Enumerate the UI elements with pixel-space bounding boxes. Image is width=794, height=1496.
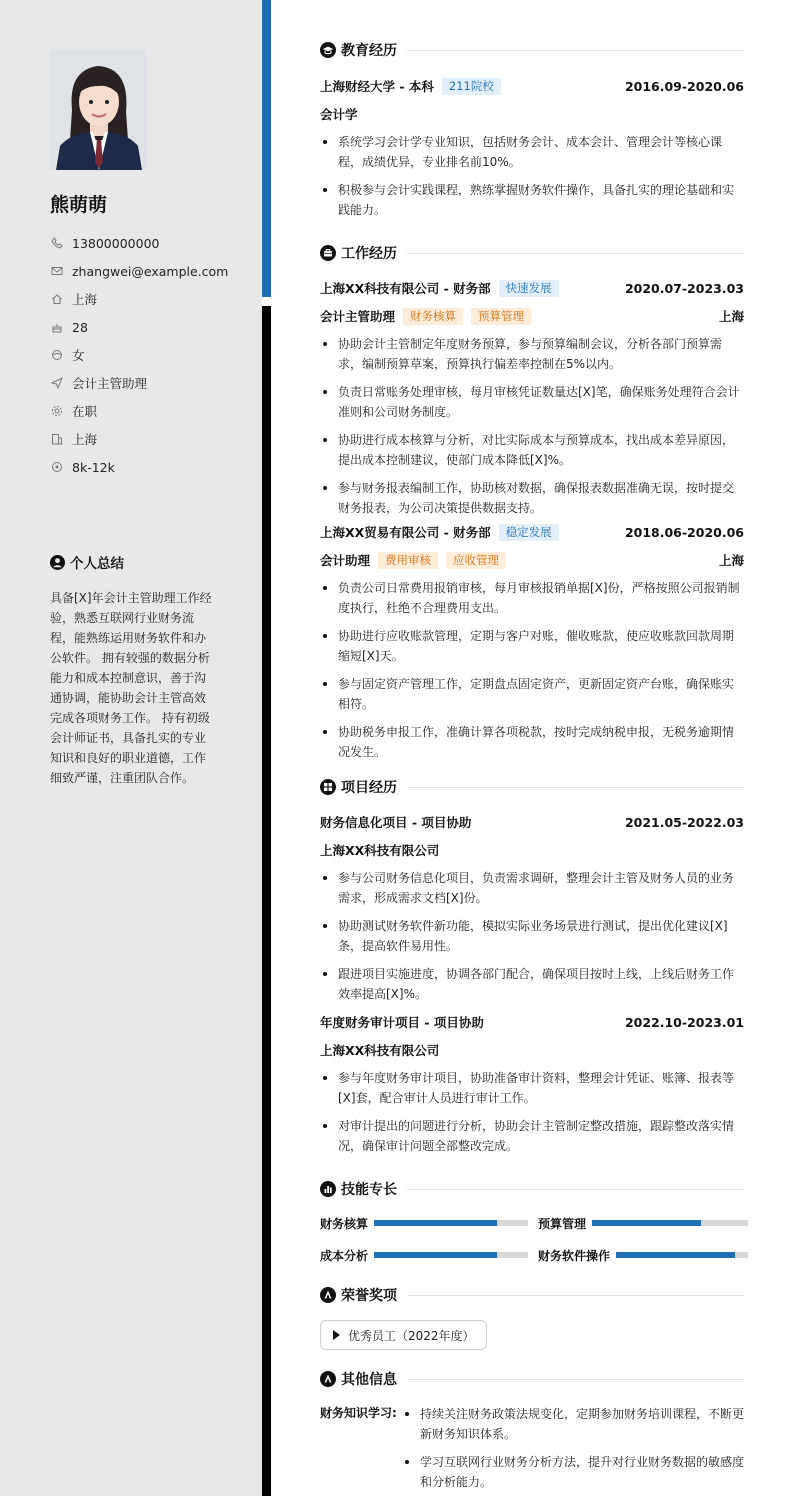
work-title: 工作经历 <box>341 246 397 262</box>
location-text: 上海 <box>72 292 98 307</box>
list-item: 系统学习会计学专业知识，包括财务会计、成本会计、管理会计等核心课程，成绩优异，专业排名前10%。 <box>320 132 744 172</box>
job-company: 上海XX科技有限公司 - 财务部 <box>320 281 491 296</box>
skill-item <box>320 1215 528 1231</box>
candidate-name: 熊萌萌 <box>50 194 108 216</box>
info-gender <box>50 341 250 369</box>
list-item: 协助进行应收账款管理，定期与客户对账，催收账款，使应收账款回款周期缩短[X]天。 <box>320 626 744 666</box>
info-position <box>50 369 250 397</box>
education-title: 教育经历 <box>341 43 397 59</box>
age-text: 28 <box>72 319 88 335</box>
job-company: 上海XX贸易有限公司 - 财务部 <box>320 525 491 540</box>
major: 会计学 <box>320 107 358 122</box>
project-bullets <box>320 1068 744 1164</box>
job-city: 上海 <box>718 553 744 568</box>
role-tag: 预算管理 <box>471 308 531 325</box>
school-tag: 211院校 <box>442 78 501 95</box>
list-item: 学习互联网行业财务分析方法，提升对行业财务数据的敏感度和分析能力。 <box>402 1452 744 1492</box>
contact-list <box>50 229 250 481</box>
skill-bar-fill <box>616 1252 735 1258</box>
play-icon <box>333 1330 340 1340</box>
skill-item <box>538 1215 748 1231</box>
skill-bar <box>616 1252 748 1258</box>
role-tag: 费用审核 <box>378 552 438 569</box>
skill-bar <box>374 1252 528 1258</box>
user-circle-icon <box>50 555 65 570</box>
project-date: 2021.05-2022.03 <box>624 814 744 830</box>
award-icon <box>320 1287 336 1303</box>
list-item: 参与财务报表编制工作，协助核对数据，确保报表数据准确无误，按时提交财务报表，为公司决策提供数据支持。 <box>320 478 744 518</box>
skill-bar <box>592 1220 748 1226</box>
job-bullets <box>320 334 744 526</box>
divider <box>407 1189 744 1190</box>
job-role-row <box>320 306 744 326</box>
job-row <box>320 278 744 298</box>
status-text: 在职 <box>72 404 98 419</box>
divider <box>407 787 744 788</box>
skills-heading <box>320 1179 744 1199</box>
education-heading <box>320 40 744 60</box>
skills-title: 技能专长 <box>341 1182 397 1198</box>
gender-icon <box>50 348 64 362</box>
project-date: 2022.10-2023.01 <box>624 1014 744 1030</box>
summary-heading <box>50 552 124 572</box>
project-bullets <box>320 868 744 1012</box>
major-row <box>320 104 744 124</box>
avatar <box>50 50 147 170</box>
job-role: 会计助理 <box>320 553 371 568</box>
projects-heading <box>320 777 744 797</box>
education-row <box>320 76 744 96</box>
building-icon <box>50 432 64 446</box>
school-name: 上海财经大学 - 本科 <box>320 79 434 94</box>
info-location <box>50 285 250 313</box>
skill-item <box>538 1247 748 1263</box>
job-city: 上海 <box>718 309 744 324</box>
job-bullets <box>320 578 744 770</box>
project-company-row <box>320 1040 744 1060</box>
list-item: 持续关注财务政策法规变化，定期参加财务培训课程，不断更新财务知识体系。 <box>402 1404 744 1444</box>
info-status <box>50 397 250 425</box>
job-date: 2020.07-2023.03 <box>624 280 744 296</box>
divider <box>407 50 744 51</box>
list-item: 积极参与会计实践课程，熟练掌握财务软件操作，具备扎实的理论基础和实践能力。 <box>320 180 744 220</box>
company-tag: 快速发展 <box>499 280 559 297</box>
list-item: 协助会计主管制定年度财务预算，参与预算编制会议，分析各部门预算需求，编制预算草案，预算执行偏差率控制在5%以内。 <box>320 334 744 374</box>
honor-text: 优秀员工（2022年度） <box>348 1328 475 1343</box>
project-company: 上海XX科技有限公司 <box>320 1043 440 1058</box>
job-role-row <box>320 550 744 570</box>
list-item: 负责公司日常费用报销审核，每月审核报销单据[X]份，严格按照公司报销制度执行，杜绝不合理费用支出。 <box>320 578 744 618</box>
mail-icon <box>50 264 64 278</box>
graduation-cap-icon <box>320 42 336 58</box>
skill-bar-fill <box>592 1220 701 1226</box>
skill-bar-fill <box>374 1220 497 1226</box>
list-item: 参与固定资产管理工作，定期盘点固定资产，更新固定资产台账，确保账实相符。 <box>320 674 744 714</box>
gender-text: 女 <box>72 348 85 363</box>
other-title: 其他信息 <box>341 1372 397 1388</box>
project-name: 财务信息化项目 - 项目协助 <box>320 815 472 830</box>
info-salary <box>50 453 250 481</box>
list-item: 协助税务申报工作，准确计算各项税款，按时完成纳税申报，无税务逾期情况发生。 <box>320 722 744 762</box>
skill-item <box>320 1247 528 1263</box>
salary-text: 8k-12k <box>72 459 115 475</box>
skill-bar <box>374 1220 528 1226</box>
list-item: 参与公司财务信息化项目，负责需求调研，整理会计主管及财务人员的业务需求，形成需求文档[X]份。 <box>320 868 744 908</box>
role-tag: 财务核算 <box>403 308 463 325</box>
skill-label: 财务核算 <box>320 1216 369 1231</box>
work-city-text: 上海 <box>72 432 98 447</box>
list-item: 跟进项目实施进度，协调各部门配合，确保项目按时上线，上线后财务工作效率提高[X]%。 <box>320 964 744 1004</box>
role-tag: 应收管理 <box>446 552 506 569</box>
cake-icon <box>50 320 64 334</box>
home-icon <box>50 292 64 306</box>
divider <box>407 1379 744 1380</box>
project-company: 上海XX科技有限公司 <box>320 843 440 858</box>
skill-label: 财务软件操作 <box>538 1248 611 1263</box>
phone-text: 13800000000 <box>72 235 160 251</box>
other-bullets <box>402 1404 744 1496</box>
skill-label: 预算管理 <box>538 1216 587 1231</box>
info-email <box>50 257 250 285</box>
job-date: 2018.06-2020.06 <box>624 524 744 540</box>
award-icon <box>320 1371 336 1387</box>
education-bullets <box>320 132 744 228</box>
projects-title: 项目经历 <box>341 780 397 796</box>
list-item: 协助进行成本核算与分析，对比实际成本与预算成本，找出成本差异原因，提出成本控制建议，使部门成本降低[X]%。 <box>320 430 744 470</box>
phone-icon <box>50 236 64 250</box>
info-age <box>50 313 250 341</box>
list-item: 参与年度财务审计项目，协助准备审计资料，整理会计凭证、账簿、报表等[X]套，配合审计人员进行审计工作。 <box>320 1068 744 1108</box>
coin-icon <box>50 460 64 474</box>
summary-text: 具备[X]年会计主管助理工作经验，熟悉互联网行业财务流程，能熟练运用财务软件和办公软件。 拥有较强的数据分析能力和成本控制意识，善于沟通协调，能协助会计主管高效完成各项财务工作。 持有初级会计师证书，具备扎实的专业知识和良好的职业道德，工作细致严谨，注重团队合作。 <box>50 591 212 785</box>
skill-bar-fill <box>374 1252 497 1258</box>
education-date: 2016.09-2020.06 <box>624 78 744 94</box>
project-row <box>320 812 744 832</box>
honors-heading <box>320 1285 744 1305</box>
skill-label: 成本分析 <box>320 1248 369 1263</box>
project-company-row <box>320 840 744 860</box>
list-item: 协助测试财务软件新功能，模拟实际业务场景进行测试，提出优化建议[X]条，提高软件易用性。 <box>320 916 744 956</box>
job-row <box>320 522 744 542</box>
summary-title: 个人总结 <box>70 556 124 572</box>
position-text: 会计主管助理 <box>72 376 148 391</box>
project-row <box>320 1012 744 1032</box>
list-item: 对审计提出的问题进行分析，协助会计主管制定整改措施，跟踪整改落实情况，确保审计问题全部整改完成。 <box>320 1116 744 1156</box>
company-tag: 稳定发展 <box>499 524 559 541</box>
bar-chart-icon <box>320 1181 336 1197</box>
divider <box>407 1295 744 1296</box>
info-work-city <box>50 425 250 453</box>
project-name: 年度财务审计项目 - 项目协助 <box>320 1015 484 1030</box>
job-role: 会计主管助理 <box>320 309 396 324</box>
send-icon <box>50 376 64 390</box>
honors-title: 荣誉奖项 <box>341 1288 397 1304</box>
other-label: 财务知识学习: <box>320 1406 397 1420</box>
list-item: 负责日常账务处理审核，每月审核凭证数量达[X]笔，确保账务处理符合会计准则和公司财务制度。 <box>320 382 744 422</box>
divider <box>407 253 744 254</box>
work-heading <box>320 243 744 263</box>
dark-rail <box>262 306 271 1496</box>
other-heading <box>320 1369 744 1389</box>
accent-rail <box>262 0 271 297</box>
grid-icon <box>320 779 336 795</box>
info-phone <box>50 229 250 257</box>
email-text: zhangwei@example.com <box>72 263 229 279</box>
honor-item[interactable] <box>320 1320 487 1350</box>
briefcase-icon <box>320 245 336 261</box>
gear-icon <box>50 404 64 418</box>
